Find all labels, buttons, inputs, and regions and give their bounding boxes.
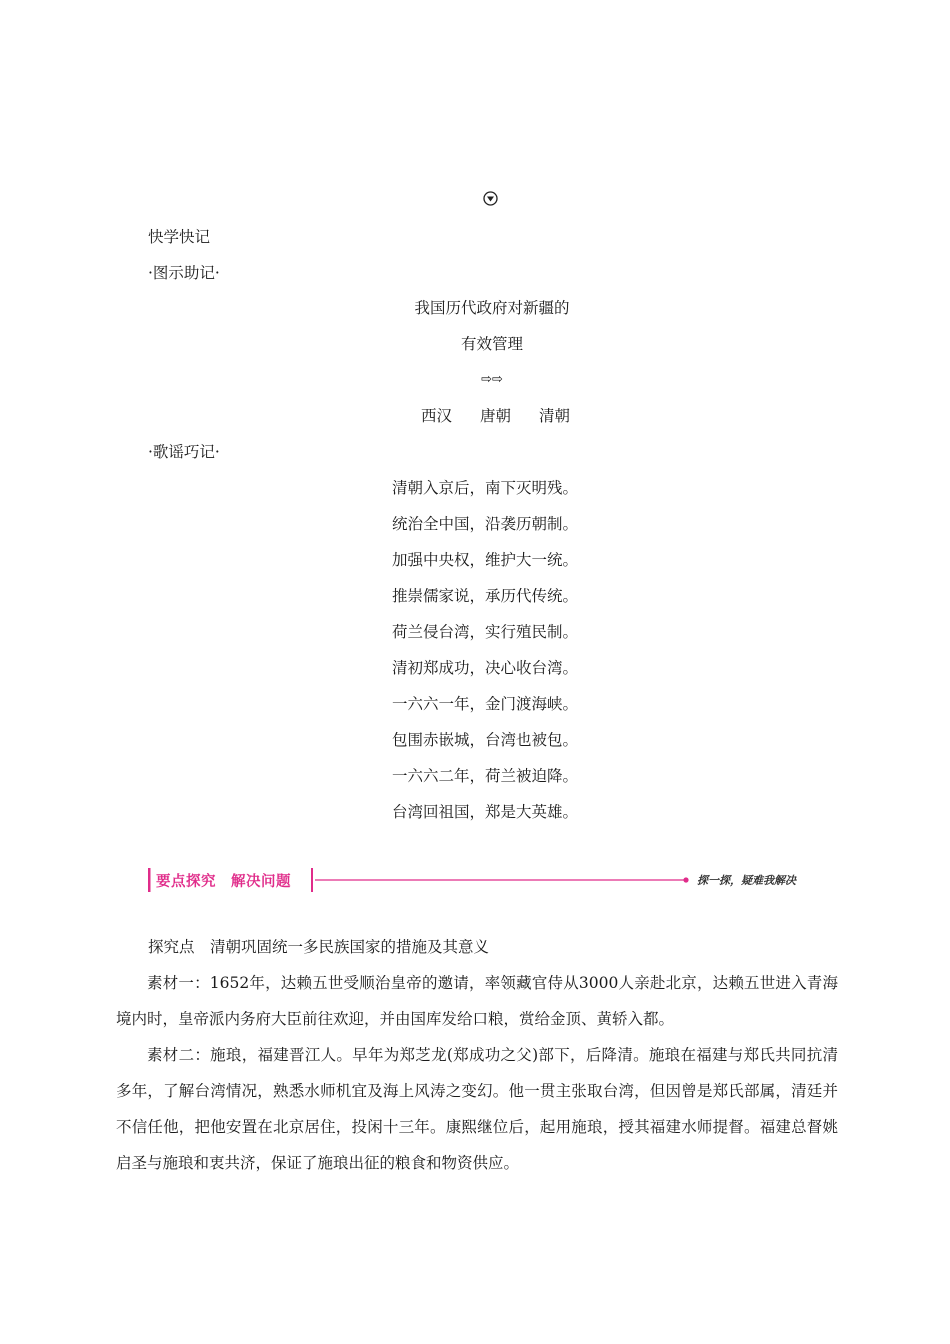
banner-title: 要点探究 解决问题 (156, 874, 291, 890)
ballad-line: 台湾回祖国，郑是大英雄。 (392, 803, 579, 821)
diagram-title-line2: 有效管理 (460, 335, 523, 353)
era-qing: 清朝 (539, 407, 571, 425)
section-heading: 快学快记 (148, 228, 211, 246)
ballad-line: 一六六一年，金门渡海峡。 (392, 695, 579, 713)
ballad-line: 一六六二年，荷兰被迫降。 (392, 767, 579, 785)
ballad-line: 包围赤嵌城，台湾也被包。 (392, 731, 579, 749)
ballad-label: ·歌谣巧记· (148, 443, 220, 461)
ballad-line: 清初郑成功，决心收台湾。 (392, 659, 579, 677)
era-western-han: 西汉 (421, 407, 453, 425)
material-two-paragraph (116, 1037, 838, 1181)
chevron-down-circle-icon (483, 191, 498, 206)
banner-note: 探一探，疑难我解决 (697, 874, 796, 887)
material-two-text: 素材二：施琅，福建晋江人。早年为郑芝龙(郑成功之父)部下，后降清。施琅在福建与郑氏共同抗清多年，了解台湾情况，熟悉水师机宜及海上风涛之变幻。他一贯主张取台湾，但因曾是郑氏部属，清廷并不信任他，把他安置在北京居住，投闲十三年。康熙继位后，起用施琅，授其福建水师提督。福建总督姚启圣与施琅和衷共济，保证了施琅出征的粮食和物资供应。 (116, 1046, 838, 1172)
diagram-arrows: ⇨⇨ (481, 372, 503, 387)
ballad-line: 荷兰侵台湾，实行殖民制。 (392, 623, 579, 641)
ballad-line: 清朝入京后，南下灭明残。 (392, 479, 579, 497)
inquiry-title: 探究点 清朝巩固统一多民族国家的措施及其意义 (148, 938, 490, 956)
ballad-line: 推崇儒家说，承历代传统。 (392, 587, 579, 605)
ballad-line: 加强中央权，维护大一统。 (392, 551, 579, 569)
material-one-paragraph (116, 965, 838, 1037)
era-tang: 唐朝 (480, 407, 512, 425)
ballad-line: 统治全中国，沿袭历朝制。 (392, 515, 579, 533)
diagram-title-line1: 我国历代政府对新疆的 (414, 299, 570, 317)
diagram-label: ·图示助记· (148, 264, 220, 282)
material-one-text: 素材一：1652年，达赖五世受顺治皇帝的邀请，率领藏官侍从3000人亲赴北京，达赖五世进入青海境内时，皇帝派内务府大臣前往欢迎，并由国库发给口粮，赏给金顶、黄轿入都。 (116, 974, 838, 1028)
